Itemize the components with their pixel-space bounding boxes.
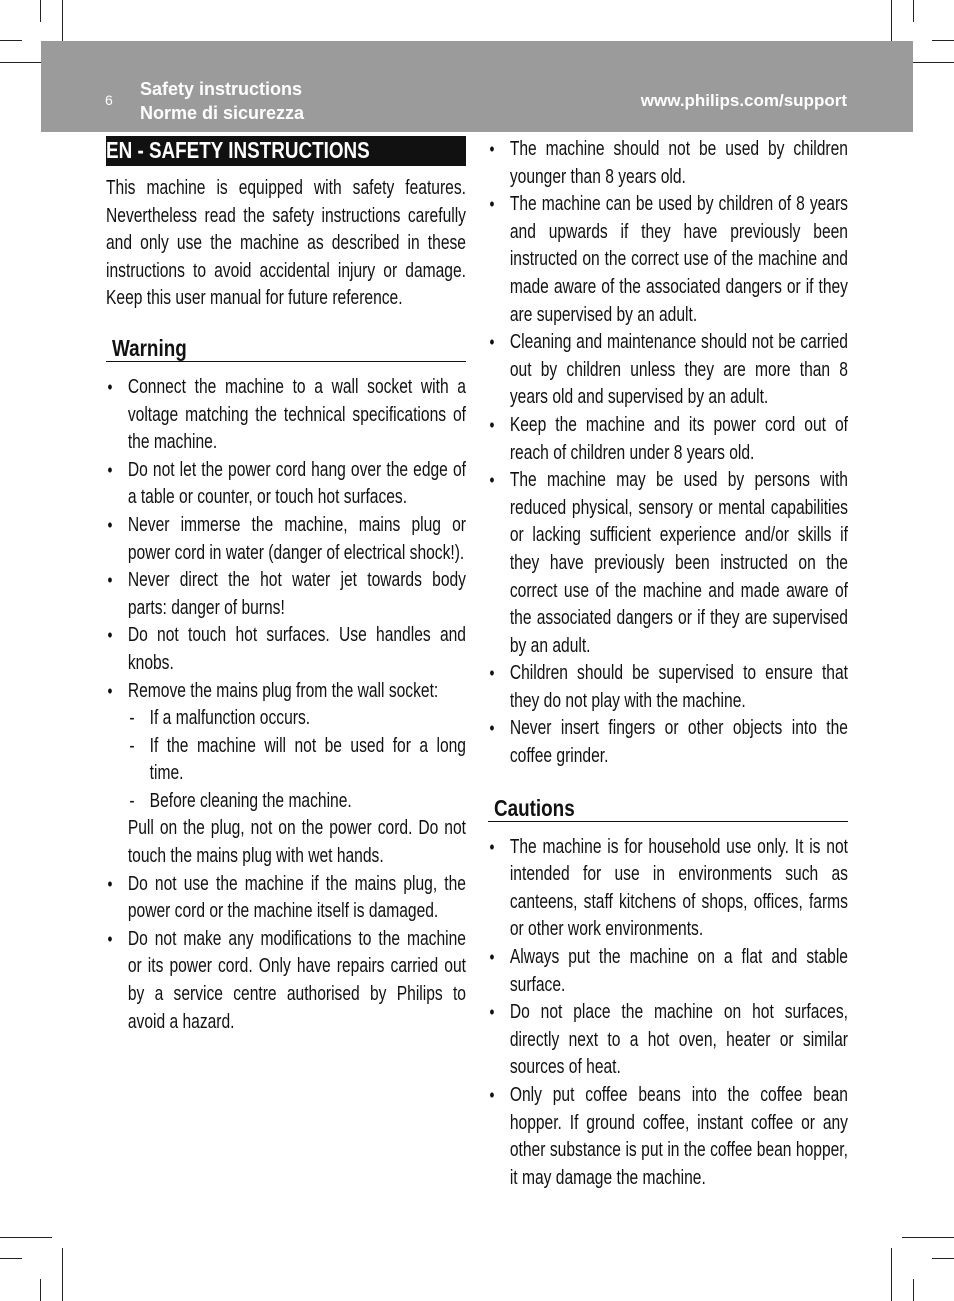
- page-header: [41, 41, 913, 132]
- warning-list: [106, 374, 466, 705]
- intro-paragraph: This machine is equipped with safety features. Nevertheless read the safety instructions carefully and only use the machine as described in these instructions to avoid accidental injury or damage. Keep this user manual for future reference.: [106, 177, 466, 310]
- list-item: • Cleaning and maintenance should not be carried out by children unless they are more than 8 years old and supervised by an adult.: [488, 329, 848, 412]
- section-title-bar: [106, 136, 466, 166]
- section-title: EN - SAFETY INSTRUCTIONS: [106, 137, 370, 163]
- left-column: [106, 136, 466, 1036]
- header-title-en: Safety instructions: [140, 79, 303, 99]
- list-item: • Do not touch hot surfaces. Use handles and knobs.: [106, 622, 466, 677]
- cautions-heading: [488, 794, 848, 822]
- crop-mark: [932, 40, 954, 41]
- crop-mark: [932, 1258, 954, 1259]
- list-item: • Never insert fingers or other objects into the coffee grinder.: [488, 715, 848, 770]
- crop-mark: [913, 0, 914, 22]
- list-item: • Only put coffee beans into the coffee bean hopper. If ground coffee, instant coffee or any other substance is put in the coffee bean hopper, it may damage the machine.: [488, 1082, 848, 1192]
- right-column: [488, 136, 848, 1192]
- warning-heading: [106, 334, 466, 362]
- sub-list-item: - Before cleaning the machine.: [106, 788, 466, 816]
- crop-mark: [0, 40, 22, 41]
- crop-mark: [891, 1248, 892, 1301]
- sub-list-item: - If a malfunction occurs.: [106, 705, 466, 733]
- list-item: • Connect the machine to a wall socket with a voltage matching the technical specifications of the machine.: [106, 374, 466, 457]
- list-item: • Never immerse the machine, mains plug or power cord in water (danger of electrical shock!).: [106, 512, 466, 567]
- list-item: • Do not place the machine on hot surfaces, directly next to a hot oven, heater or similar sources of heat.: [488, 999, 848, 1082]
- support-link[interactable]: www.philips.com/support: [640, 91, 847, 110]
- warning-list-right: [488, 136, 848, 771]
- list-item: • The machine can be used by children of 8 years and upwards if they have previously been instructed on the correct use of the machine and made aware of the associated dangers or if they are supervised by an adult.: [488, 191, 848, 329]
- list-item: • Never direct the hot water jet towards body parts: danger of burns!: [106, 567, 466, 622]
- warning-list-continued: [106, 871, 466, 1037]
- crop-mark: [62, 1248, 63, 1301]
- crop-mark: [0, 1258, 22, 1259]
- list-item: • Remove the mains plug from the wall socket:: [106, 678, 466, 706]
- sub-list-item: - If the machine will not be used for a long time.: [106, 733, 466, 788]
- plug-note: Pull on the plug, not on the power cord. Do not touch the mains plug with wet hands.: [127, 817, 466, 868]
- list-item: • Children should be supervised to ensure that they do not play with the machine.: [488, 660, 848, 715]
- cautions-heading-label: Cautions: [494, 794, 575, 821]
- crop-mark: [40, 1279, 41, 1301]
- header-title-it: Norme di sicurezza: [140, 103, 305, 123]
- list-item: • Keep the machine and its power cord out of reach of children under 8 years old.: [488, 412, 848, 467]
- crop-mark: [902, 1237, 954, 1238]
- list-item: • The machine may be used by persons with reduced physical, sensory or mental capabilities or lacking sufficient experience and/or skills if they have previously been instructed on the correct use of the machine and made aware of the associated dangers or if they are supervised by an adult.: [488, 467, 848, 660]
- list-item: • Always put the machine on a flat and stable surface.: [488, 944, 848, 999]
- crop-mark: [913, 1279, 914, 1301]
- cautions-list: [488, 834, 848, 1193]
- crop-mark: [0, 1237, 52, 1238]
- list-item: • Do not let the power cord hang over the edge of a table or counter, or touch hot surfaces.: [106, 457, 466, 512]
- list-item: • The machine should not be used by children younger than 8 years old.: [488, 136, 848, 191]
- crop-mark: [40, 0, 41, 22]
- warning-heading-label: Warning: [112, 334, 187, 361]
- list-item: • Do not use the machine if the mains plug, the power cord or the machine itself is damaged.: [106, 871, 466, 926]
- sub-list: [106, 705, 466, 815]
- list-item: • The machine is for household use only. It is not intended for use in environments such as canteens, staff kitchens of shops, offices, farms or other work environments.: [488, 834, 848, 944]
- list-item: • Do not make any modifications to the machine or its power cord. Only have repairs carried out by a service centre authorised by Philips to avoid a hazard.: [106, 926, 466, 1036]
- page-number: 6: [105, 92, 113, 108]
